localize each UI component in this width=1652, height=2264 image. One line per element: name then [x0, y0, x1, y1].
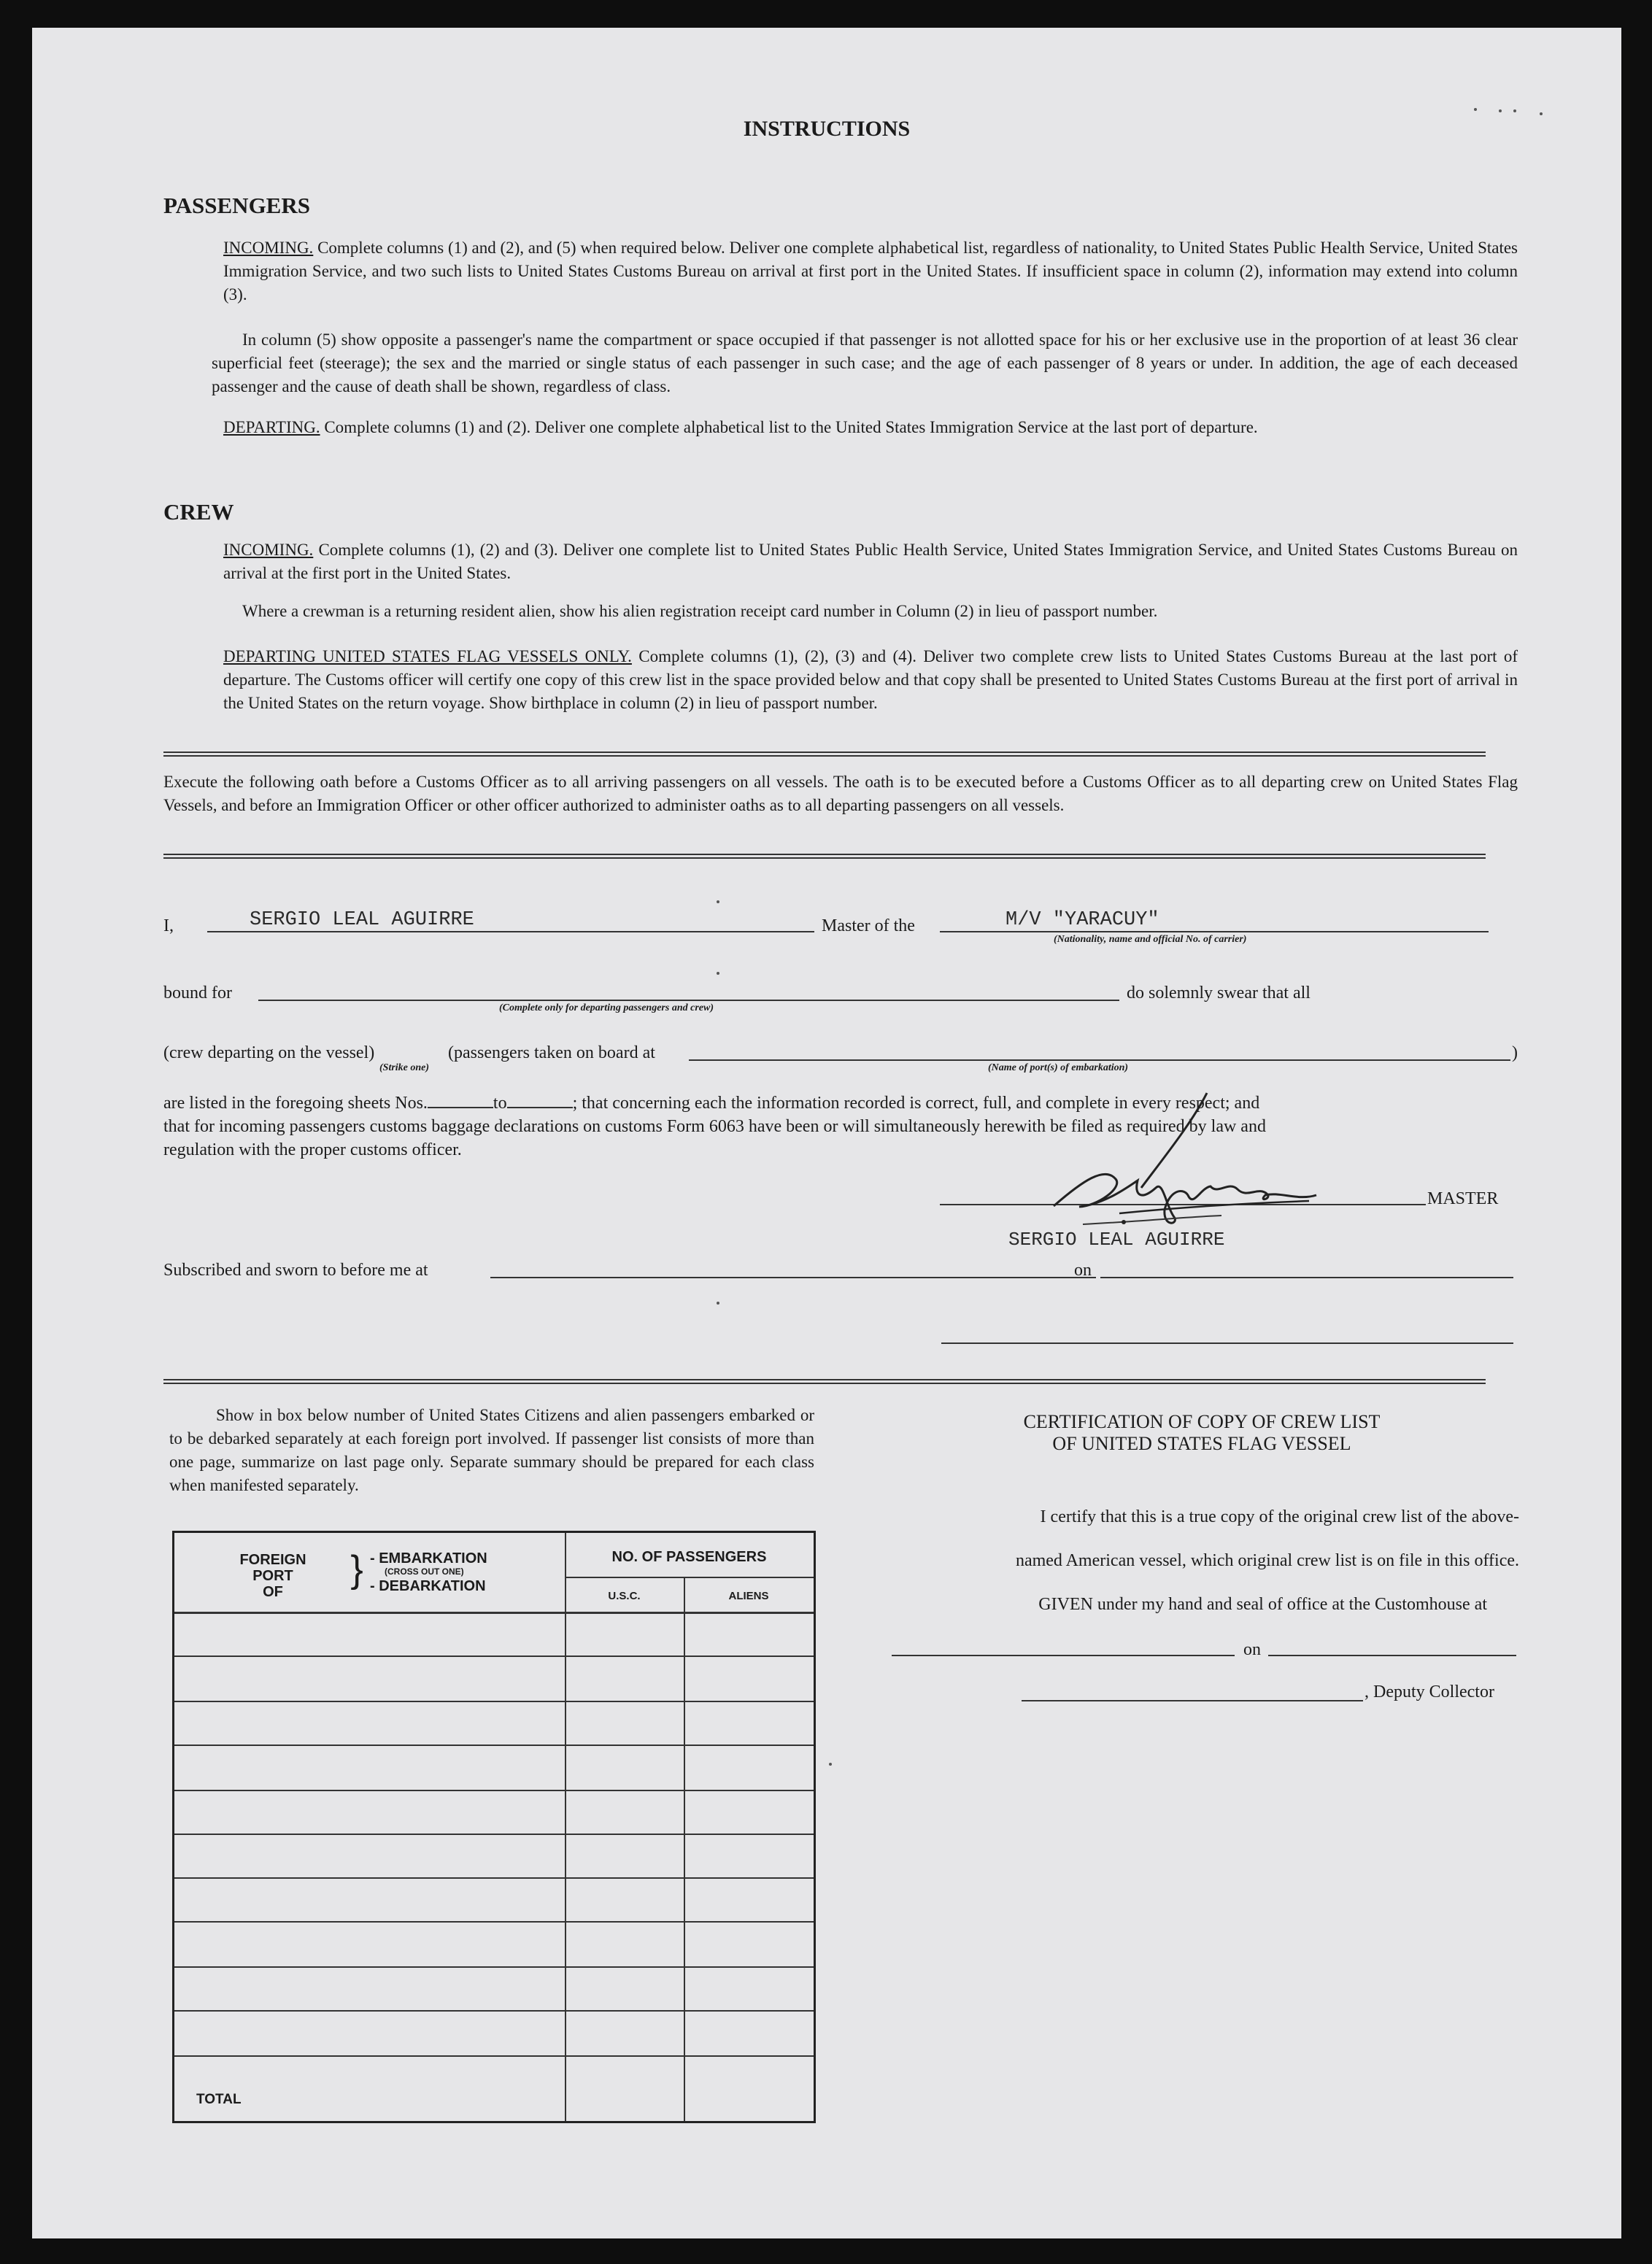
passengers-incoming-label: INCOMING. — [223, 239, 314, 257]
listed-line-3: regulation with the proper customs officer. — [163, 1140, 462, 1159]
certification-title-line-2: OF UNITED STATES FLAG VESSEL — [1052, 1433, 1351, 1454]
table-row[interactable] — [174, 1834, 814, 1835]
strike-one-caption: (Strike one) — [379, 1062, 430, 1073]
speck — [1499, 109, 1502, 112]
deputy-collector-signature-line[interactable] — [1022, 1700, 1363, 1701]
bound-for-caption: (Complete only for departing passengers and crew) — [499, 1002, 714, 1013]
usc-header: U.S.C. — [608, 1590, 641, 1602]
speck — [829, 1763, 832, 1766]
deputy-collector-label: , Deputy Collector — [1365, 1682, 1494, 1701]
table-row[interactable] — [174, 2010, 814, 2012]
table-row[interactable] — [174, 1877, 814, 1879]
certification-date-line[interactable] — [1268, 1655, 1516, 1656]
customhouse-line[interactable] — [892, 1655, 1235, 1656]
vessel-line — [940, 931, 1489, 932]
port-caption: (Name of port(s) of embarkation) — [988, 1062, 1129, 1073]
vessel-name[interactable]: M/V "YARACUY" — [1006, 909, 1159, 931]
close-paren: ) — [1512, 1043, 1518, 1062]
subscribed-place-line[interactable] — [490, 1277, 1096, 1278]
vessel-caption: (Nationality, name and official No. of carrier) — [1054, 934, 1247, 945]
debarkation-header: - DEBARKATION — [370, 1578, 486, 1594]
officer-signature-line[interactable] — [941, 1342, 1513, 1344]
table-row[interactable] — [174, 1745, 814, 1746]
table-column-divider — [684, 1577, 685, 2121]
signer-typed-name: SERGIO LEAL AGUIRRE — [1008, 1229, 1225, 1251]
speck — [1540, 112, 1543, 115]
speck — [717, 1302, 719, 1305]
listed-prefix: are listed in the foregoing sheets Nos. — [163, 1094, 428, 1113]
table-header-bottom — [174, 1612, 814, 1614]
port-embarkation-line[interactable] — [689, 1059, 1510, 1061]
passengers-incoming-text: Complete columns (1) and (2), and (5) when required below. Deliver one complete alphabetical list, regardless of nationality, to United States Public Health Service, United States Immigration Service, and two such lists to United States Customs Bureau on arrival at first port in the United States. If insufficient space in column (2), information may extend into column (3). — [223, 239, 1518, 304]
table-row[interactable] — [174, 1921, 814, 1923]
aliens-header: ALIENS — [728, 1590, 769, 1602]
crew-departing-text: Complete columns (1), (2), (3) and (4). Deliver two complete crew lists to United States Customs Bureau at the last port of departure. The Customs officer will certify one copy of this crew list in the space provided below and that copy shall be presented to United States Customs Bureau at the first port of arrival in the United States on the return voyage. Show birthplace in column (2) in lieu of passport number. — [223, 647, 1518, 712]
table-row[interactable] — [174, 1790, 814, 1791]
passengers-column5-paragraph: In column (5) show opposite a passenger's name the compartment or space occupied if that passenger is not allotted space for his or her exclusive use in the proportion of at least 36 clear superficial feet (steerage); the sex and the married or single status of each passenger in such case; and the age of each passenger of 8 years or under. In addition, the age of each deceased passenger and the cause of death shall be shown, regardless of class. — [212, 331, 1518, 395]
divider — [163, 854, 1486, 859]
passengers-incoming-paragraph — [223, 236, 1518, 306]
sheet-from-field[interactable] — [428, 1094, 493, 1108]
speck — [717, 900, 719, 903]
document-page — [32, 28, 1621, 2238]
master-label: MASTER — [1427, 1189, 1499, 1208]
speck — [717, 972, 719, 975]
table-row[interactable] — [174, 2055, 814, 2057]
swear-label: do solemnly swear that all — [1127, 984, 1311, 1002]
passengers-heading: PASSENGERS — [163, 193, 310, 218]
sheet-to-field[interactable] — [507, 1094, 573, 1108]
master-name-line — [207, 931, 814, 932]
divider — [163, 1379, 1486, 1384]
certification-title-line-1: CERTIFICATION OF COPY OF CREW LIST — [1023, 1411, 1381, 1432]
oath-i-label: I, — [163, 916, 174, 935]
table-column-divider — [565, 1533, 566, 2121]
crew-departing-option: (crew departing on the vessel) — [163, 1043, 375, 1062]
no-of-passengers-header: NO. OF PASSENGERS — [611, 1549, 767, 1565]
subscribed-date-line[interactable] — [1100, 1277, 1513, 1278]
table-header-divider — [565, 1577, 814, 1578]
divider — [163, 752, 1486, 757]
subscribed-on-label: on — [1074, 1261, 1092, 1280]
speck — [1513, 109, 1516, 112]
passengers-departing-paragraph — [223, 416, 1518, 439]
foreign-port-header: FOREIGN PORT OF — [239, 1552, 306, 1600]
total-label: TOTAL — [196, 2092, 242, 2107]
table-row[interactable] — [174, 1966, 814, 1968]
passengers-departing-text: Complete columns (1) and (2). Deliver one complete alphabetical list to the United States Immigration Service at the last port of departure. — [324, 418, 1258, 436]
bound-for-label: bound for — [163, 984, 232, 1002]
crew-returning-paragraph: Where a crewman is a returning resident alien, show his alien registration receipt card number in Column (2) in lieu of passport number. — [242, 602, 1158, 620]
embarkation-header: - EMBARKATION — [370, 1550, 487, 1566]
oath-instructions: Execute the following oath before a Customs Officer as to all arriving passengers on all vessels. The oath is to be executed before a Customs Officer as to all departing crew on United States Flag Vessels, and before an Immigration Officer or other officer authorized to administer oaths as to all departing passengers on all vessels. — [163, 773, 1518, 814]
master-signature — [1010, 1078, 1353, 1253]
certification-on-label: on — [1243, 1640, 1261, 1659]
certification-line-1: I certify that this is a true copy of the original crew list of the above- — [1040, 1507, 1519, 1526]
table-row[interactable] — [174, 1655, 814, 1657]
passengers-taken-option: (passengers taken on board at — [448, 1043, 655, 1062]
crew-heading: CREW — [163, 499, 234, 525]
listed-line-2: that for incoming passengers customs baggage declarations on customs Form 6063 have been or will simultaneously herewith be filed as required by law and — [163, 1117, 1266, 1136]
crew-departing-paragraph — [223, 645, 1518, 715]
brace-icon: } — [350, 1548, 363, 1591]
master-name[interactable]: SERGIO LEAL AGUIRRE — [250, 909, 474, 931]
subscribed-label: Subscribed and sworn to before me at — [163, 1261, 428, 1280]
crew-incoming-paragraph — [223, 538, 1518, 585]
crew-incoming-label: INCOMING. — [223, 541, 314, 559]
crew-incoming-text: Complete columns (1), (2) and (3). Deliver one complete list to United States Public Health Service, United States Immigration Service, and United States Customs Bureau on arrival at the first port in the United States. — [223, 541, 1518, 582]
master-of-label: Master of the — [822, 916, 915, 935]
page-title: INSTRUCTIONS — [743, 117, 911, 141]
crew-departing-label: DEPARTING UNITED STATES FLAG VESSELS ONLY. — [223, 647, 632, 665]
listed-suffix: ; that concerning each the information recorded is correct, full, and complete in every respect; and — [572, 1094, 1260, 1113]
table-row[interactable] — [174, 1701, 814, 1702]
certification-line-3: GIVEN under my hand and seal of office at the Customhouse at — [1038, 1595, 1487, 1614]
passengers-departing-label: DEPARTING. — [223, 418, 320, 436]
passenger-summary-table — [172, 1531, 816, 2123]
certification-title — [886, 1411, 1518, 1455]
cross-out-note: (CROSS OUT ONE) — [385, 1566, 464, 1577]
to-label: to — [493, 1094, 507, 1113]
certification-line-2: named American vessel, which original crew list is on file in this office. — [1015, 1551, 1519, 1570]
summary-instructions: Show in box below number of United States Citizens and alien passengers embarked or to be debarked separately at each foreign port involved. If passenger list consists of more than one page, summarize on last page only. Separate summary should be prepared for each class when manifested separately. — [169, 1406, 814, 1494]
bound-for-line[interactable] — [258, 1000, 1119, 1001]
speck — [1474, 108, 1477, 111]
